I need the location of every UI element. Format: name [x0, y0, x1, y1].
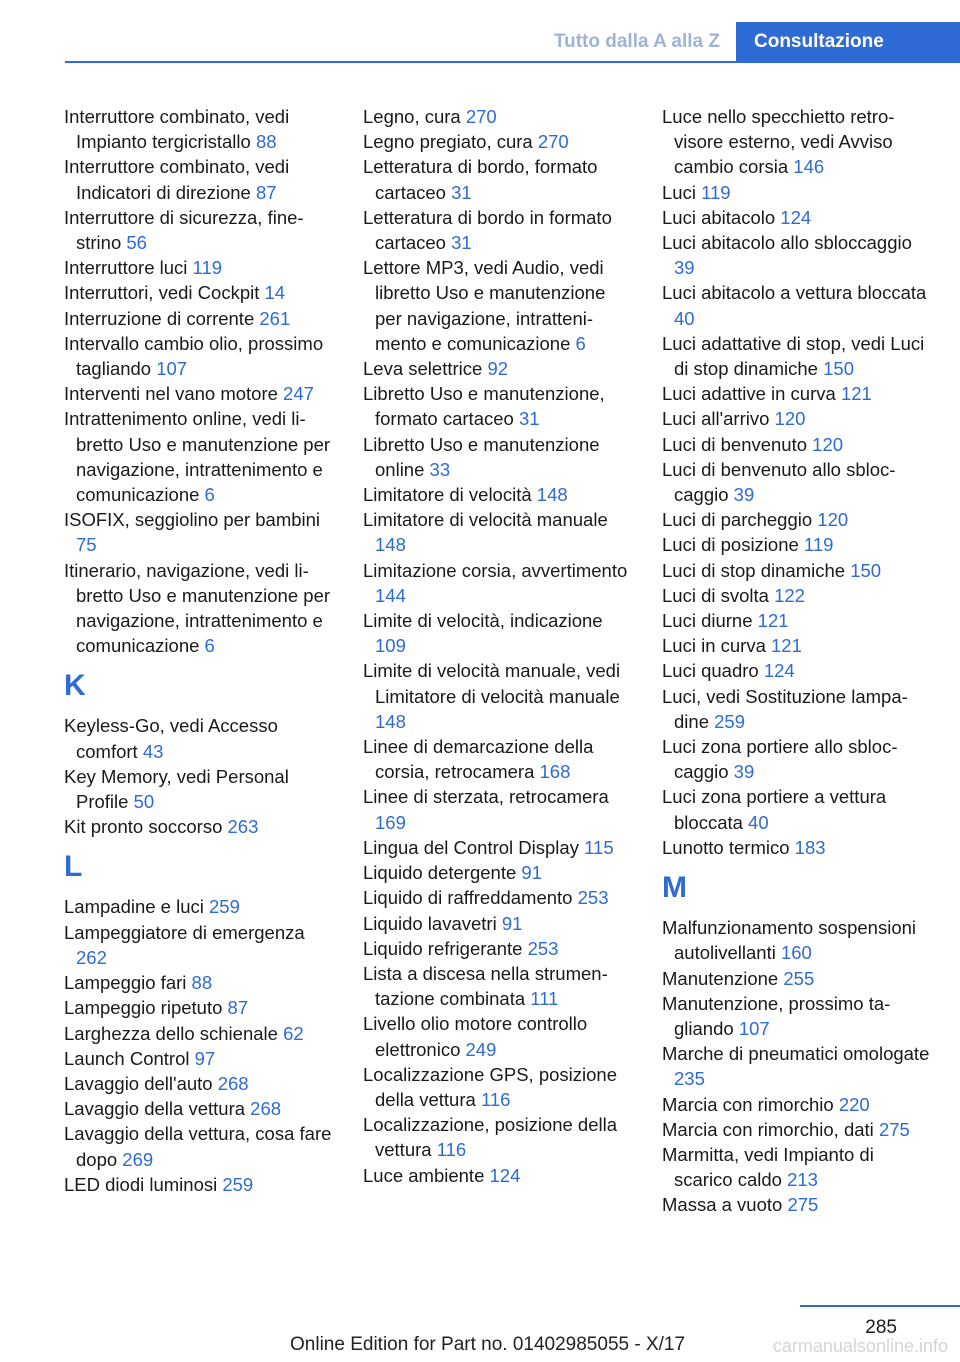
index-entry-text: Intrattenimento online, vedi libretto Uso e manutenzione per navigazione, intrattenimento e comunicazione: [64, 408, 331, 506]
index-letter-heading: M: [662, 871, 687, 905]
index-entry-text: Itinerario, navigazione, vedi libretto Uso e manutenzione per navigazione, intrattenimento e comunicazione: [64, 559, 331, 657]
index-entry: [662, 734, 932, 784]
page-link[interactable]: 249: [465, 1038, 497, 1060]
page-link[interactable]: 56: [126, 232, 147, 254]
index-entry-text: Luci di benvenuto: [662, 433, 808, 455]
page-link[interactable]: 148: [536, 484, 568, 506]
page-link[interactable]: 235: [674, 1068, 705, 1090]
page-link[interactable]: 39: [733, 484, 755, 506]
index-entry-text: Luci adattative di stop, vedi Luci di stop dinamiche: [662, 332, 925, 380]
page-link[interactable]: 160: [780, 942, 812, 964]
header-divider: [65, 61, 960, 63]
page-link[interactable]: 6: [575, 332, 586, 354]
index-entry-text: Luci di benvenuto allo sbloccaggio: [662, 458, 896, 506]
index-entry-text: Luci di svolta: [662, 584, 769, 606]
page-link[interactable]: 119: [192, 257, 223, 279]
page-link[interactable]: 183: [794, 836, 826, 858]
index-entry: [363, 911, 633, 936]
index-entry: [363, 205, 633, 255]
index-entry: [363, 255, 633, 356]
index-entry: [363, 835, 633, 860]
index-entry-text: Marche di pneumatici omologate: [662, 1043, 930, 1065]
page-link[interactable]: 148: [375, 710, 406, 732]
index-entry-text: Luci abitacolo a vettura bloccata: [662, 282, 927, 304]
index-column-1: [64, 104, 334, 1197]
page-link[interactable]: 275: [787, 1194, 819, 1216]
index-entry-text: Limitazione corsia, avvertimento: [363, 559, 628, 581]
index-entry-text: Lavaggio della vettura, cosa fare dopo: [64, 1123, 332, 1170]
page-link[interactable]: 261: [259, 307, 291, 329]
index-entry-text: Limitatore di velocità manuale: [363, 509, 608, 531]
page-link[interactable]: 31: [451, 181, 472, 203]
index-entry: [662, 1041, 932, 1091]
index-entry-text: Interruttori, vedi Cockpit: [64, 282, 260, 304]
index-entry: [662, 684, 932, 734]
index-entry-text: Luci zona portiere allo sbloccaggio: [662, 736, 898, 783]
index-entry: [363, 608, 633, 658]
index-entry-text: Luci di posizione: [662, 534, 799, 556]
index-entry-text: Marcia con rimorchio: [662, 1093, 834, 1115]
index-entry: [662, 331, 932, 381]
page-link[interactable]: 247: [283, 383, 314, 405]
index-column-3: [662, 104, 932, 1218]
index-entry-text: Luci abitacolo allo sbloccaggio: [662, 232, 912, 254]
index-entry-text: Localizzazione, posizione della vettura: [363, 1114, 618, 1161]
index-entry: [363, 936, 633, 961]
index-entry-text: Luci diurne: [662, 610, 753, 632]
page-link[interactable]: 121: [757, 610, 789, 632]
page-link[interactable]: 262: [76, 946, 107, 968]
index-entry: [662, 280, 932, 330]
page-link[interactable]: 109: [375, 635, 406, 657]
page-link[interactable]: 259: [714, 710, 745, 732]
index-entry: [662, 608, 932, 633]
index-entry-text: Limite di velocità, indicazione: [363, 610, 603, 632]
index-entry: [662, 180, 932, 205]
page-link[interactable]: 270: [537, 131, 569, 153]
index-entry-text: Libretto Uso e manutenzione, formato cartaceo: [363, 383, 605, 430]
page-link[interactable]: 259: [222, 1173, 254, 1195]
index-entry: [64, 1046, 334, 1071]
index-entry: [64, 713, 334, 763]
index-entry-text: Keyless-Go, vedi Accesso comfort: [64, 715, 278, 762]
page-header: [0, 0, 960, 62]
index-entry-text: Luce nello specchietto retrovisore esterno, vedi Avviso cambio corsia: [662, 106, 895, 178]
page-link[interactable]: 88: [255, 131, 277, 153]
index-entry-text: ISOFIX, seggiolino per bambini: [64, 509, 321, 531]
index-entry: [64, 1021, 334, 1046]
index-entry-text: Interruttore di sicurezza, finestrino: [64, 206, 304, 254]
index-entry: [363, 507, 633, 557]
index-entry: [64, 1071, 334, 1096]
index-entry-text: Liquido detergente: [363, 862, 517, 884]
index-entry-text: Luci in curva: [662, 635, 766, 657]
page-link[interactable]: 253: [527, 937, 559, 959]
index-entry-text: Luci abitacolo: [662, 206, 776, 228]
index-entry-text: Linee di sterzata, retrocamera: [363, 786, 609, 808]
chapter-tab: Consultazione: [736, 22, 960, 62]
page-link[interactable]: 268: [217, 1072, 249, 1094]
page-link[interactable]: 91: [501, 912, 523, 934]
index-entry-text: Liquido di raffreddamento: [363, 887, 573, 909]
page-link[interactable]: 263: [227, 816, 259, 838]
page-link[interactable]: 121: [840, 383, 872, 405]
page-link[interactable]: 124: [780, 206, 812, 228]
index-entry: [662, 1142, 932, 1192]
index-entry-text: Launch Control: [64, 1047, 190, 1069]
index-entry: [64, 507, 334, 557]
index-entry-text: Lista a discesa nella strumentazione combinata: [363, 962, 608, 1010]
index-entry: [64, 764, 334, 814]
index-entry: [64, 406, 334, 507]
page-link[interactable]: 6: [204, 635, 215, 657]
index-entry-text: Legno, cura: [363, 106, 461, 127]
index-entry: [363, 558, 633, 608]
index-entry: [363, 885, 633, 910]
page-link[interactable]: 50: [133, 791, 155, 813]
page-link[interactable]: 269: [122, 1148, 154, 1170]
index-entry: [662, 432, 932, 457]
index-entry-text: Massa a vuoto: [662, 1194, 783, 1216]
page-link[interactable]: 144: [375, 584, 406, 606]
index-entry: [662, 1192, 932, 1217]
index-entry: [64, 1172, 334, 1197]
index-entry: [662, 406, 932, 431]
index-entry: [662, 381, 932, 406]
index-entry: [363, 356, 633, 381]
page-link[interactable]: 107: [738, 1017, 770, 1039]
index-entry: [64, 814, 334, 839]
index-entry-text: Marcia con rimorchio, dati: [662, 1118, 874, 1140]
index-entry-text: Luci: [662, 181, 696, 203]
footer-divider: [800, 1305, 960, 1307]
index-entry: [64, 331, 334, 381]
index-entry-text: Kit pronto soccorso: [64, 816, 223, 838]
page-link[interactable]: 148: [375, 534, 406, 556]
index-entry-text: Limite di velocità manuale, vedi Limitatore di velocità manuale: [363, 660, 621, 707]
index-entry-text: Manutenzione: [662, 967, 779, 989]
index-entry-text: Lampadine e luci: [64, 896, 204, 918]
index-entry-text: Lavaggio dell'auto: [64, 1072, 213, 1094]
page-link[interactable]: 6: [204, 484, 215, 506]
page-link[interactable]: 253: [577, 887, 609, 909]
index-entry: [662, 230, 932, 280]
index-entry-text: Malfunzionamento sospensioni autolivellanti: [662, 917, 917, 964]
index-entry-text: Lavaggio della vettura: [64, 1098, 246, 1120]
index-entry-text: Luci adattive in curva: [662, 383, 836, 405]
page-link[interactable]: 120: [817, 509, 849, 531]
page-link[interactable]: 116: [480, 1088, 511, 1110]
index-entry-text: Localizzazione GPS, posizione della vettura: [363, 1063, 618, 1110]
page-link[interactable]: 121: [771, 635, 802, 657]
index-entry-text: LED diodi luminosi: [64, 1173, 218, 1195]
page-link[interactable]: 31: [451, 232, 472, 254]
page-link[interactable]: 87: [255, 181, 277, 203]
index-entry: [363, 482, 633, 507]
page-link[interactable]: 39: [733, 761, 755, 783]
page-link[interactable]: 150: [823, 358, 854, 380]
index-entry-text: Lampeggio ripetuto: [64, 997, 223, 1019]
page-link[interactable]: 275: [878, 1118, 910, 1140]
page-link[interactable]: 120: [812, 433, 844, 455]
index-entry-text: Letteratura di bordo in formato cartaceo: [363, 206, 612, 254]
index-entry: [363, 961, 633, 1011]
index-entry: [662, 1092, 932, 1117]
page-link[interactable]: 124: [489, 1164, 521, 1186]
page-link[interactable]: 92: [487, 358, 509, 380]
index-letter-heading: K: [64, 669, 86, 703]
index-entry-text: Lampeggiatore di emergenza: [64, 921, 305, 943]
page-link[interactable]: 220: [838, 1093, 870, 1115]
index-entry: [64, 381, 334, 406]
index-entry-text: Interventi nel vano motore: [64, 383, 278, 405]
page-link[interactable]: 259: [209, 896, 240, 918]
page-link[interactable]: 120: [774, 408, 806, 430]
index-entry-text: Linee di demarcazione della corsia, retrocamera: [363, 736, 594, 783]
index-entry: [662, 1117, 932, 1142]
index-entry-text: Luci di parcheggio: [662, 509, 813, 531]
page-link[interactable]: 88: [191, 972, 213, 994]
index-entry-text: Manutenzione, prossimo tagliando: [662, 992, 891, 1039]
page-link[interactable]: 150: [850, 559, 882, 581]
page-link[interactable]: 213: [787, 1169, 818, 1191]
index-entry: [64, 280, 334, 305]
index-entry-text: Key Memory, vedi Personal Profile: [64, 765, 289, 813]
index-entry: [662, 205, 932, 230]
index-entry: [662, 991, 932, 1041]
index-entry-text: Limitatore di velocità: [363, 484, 532, 506]
index-entry: [662, 507, 932, 532]
index-entry-text: Lunotto termico: [662, 836, 790, 858]
index-entry-text: Leva selettrice: [363, 358, 483, 380]
index-entry: [662, 835, 932, 860]
index-entry-text: Legno pregiato, cura: [363, 131, 533, 153]
index-entry-text: Lettore MP3, vedi Audio, vedi libretto Uso e manutenzione per navigazione, intrattenimento e comunicazione: [363, 257, 606, 354]
page-link[interactable]: 62: [283, 1022, 304, 1044]
index-entry-text: Letteratura di bordo, formato cartaceo: [363, 156, 598, 203]
index-entry: [662, 966, 932, 991]
index-entry: [662, 558, 932, 583]
index-entry: [662, 457, 932, 507]
page-link[interactable]: 91: [521, 862, 542, 884]
index-entry: [363, 784, 633, 834]
index-entry-text: Interruzione di corrente: [64, 307, 255, 329]
index-entry-text: Marmitta, vedi Impianto di scarico caldo: [662, 1143, 874, 1191]
index-entry: [662, 532, 932, 557]
index-entry-text: Interruttore combinato, vedi Indicatori di direzione: [64, 156, 290, 203]
index-entry: [363, 1062, 633, 1112]
index-entry: [64, 104, 334, 154]
index-entry: [363, 1163, 633, 1188]
index-entry: [64, 894, 334, 919]
page-link[interactable]: 124: [763, 660, 795, 682]
index-entry-text: Lingua del Control Display: [363, 836, 579, 858]
index-entry-text: Livello olio motore controllo elettronico: [363, 1013, 588, 1060]
index-entry-text: Luci quadro: [662, 660, 759, 682]
index-entry-text: Luci, vedi Sostituzione lampadine: [662, 685, 908, 732]
page-link[interactable]: 270: [465, 106, 497, 127]
index-column-2: [363, 104, 633, 1188]
index-entry: [64, 1096, 334, 1121]
page-link[interactable]: 146: [793, 156, 825, 178]
index-entry-text: Interruttore luci: [64, 257, 188, 279]
index-entry: [64, 970, 334, 995]
page-link[interactable]: 14: [264, 282, 286, 304]
page-link[interactable]: 75: [76, 534, 97, 556]
index-entry-text: Liquido refrigerante: [363, 937, 523, 959]
page-link[interactable]: 40: [748, 811, 769, 833]
page-link[interactable]: 268: [250, 1098, 282, 1120]
page-link[interactable]: 111: [530, 988, 559, 1010]
index-entry: [64, 1121, 334, 1171]
index-entry: [662, 658, 932, 683]
index-entry-text: Intervallo cambio olio, prossimo tagliando: [64, 332, 324, 380]
index-entry: [64, 995, 334, 1020]
index-entry: [662, 583, 932, 608]
index-entry: [363, 658, 633, 734]
page-link[interactable]: 43: [142, 740, 164, 762]
section-title: Tutto dalla A alla Z: [553, 31, 720, 52]
edition-note: Online Edition for Part no. 01402985055 - X/17: [290, 1334, 686, 1355]
index-entry: [662, 784, 932, 834]
index-entry-text: Lampeggio fari: [64, 972, 187, 994]
page-number: 285: [865, 1317, 897, 1338]
index-entry: [363, 432, 633, 482]
index-entry: [64, 255, 334, 280]
page-link[interactable]: 40: [674, 307, 695, 329]
page-link[interactable]: 115: [584, 836, 614, 858]
watermark: carmanualsonline.info: [772, 1336, 948, 1356]
index-entry-text: Libretto Uso e manutenzione online: [363, 433, 600, 480]
index-entry: [363, 154, 633, 204]
index-entry-text: Luci all'arrivo: [662, 408, 770, 430]
index-entry: [64, 154, 334, 204]
index-entry-text: Larghezza dello schienale: [64, 1022, 278, 1044]
page-link[interactable]: 39: [674, 257, 695, 279]
index-entry-text: Luci zona portiere a vettura bloccata: [662, 786, 887, 833]
index-entry: [363, 104, 633, 129]
index-entry: [662, 915, 932, 965]
page-link[interactable]: 119: [701, 181, 731, 203]
page-link[interactable]: 33: [429, 458, 451, 480]
page-link[interactable]: 97: [194, 1047, 216, 1069]
index-entry: [363, 381, 633, 431]
page-link[interactable]: 116: [436, 1139, 467, 1161]
page-link[interactable]: 169: [375, 811, 406, 833]
index-entry-text: Liquido lavavetri: [363, 912, 497, 934]
index-entry-text: Luce ambiente: [363, 1164, 485, 1186]
index-entry: [64, 920, 334, 970]
page-link[interactable]: 119: [803, 534, 834, 556]
page-link[interactable]: 31: [518, 408, 540, 430]
page-link[interactable]: 255: [783, 967, 815, 989]
index-letter-heading: L: [64, 850, 83, 884]
index-entry: [64, 306, 334, 331]
index-entry: [662, 633, 932, 658]
index-entry: [363, 1112, 633, 1162]
index-entry: [363, 734, 633, 784]
page-link[interactable]: 168: [539, 761, 571, 783]
index-entry: [363, 129, 633, 154]
page-link[interactable]: 87: [227, 997, 249, 1019]
index-entry: [64, 558, 334, 659]
index-entry: [662, 104, 932, 180]
index-entry-text: Interruttore combinato, vedi Impianto tergicristallo: [64, 106, 290, 153]
page-link[interactable]: 107: [156, 358, 188, 380]
index-entry: [363, 1011, 633, 1061]
index-entry: [363, 860, 633, 885]
index-entry-text: Luci di stop dinamiche: [662, 559, 846, 581]
page-link[interactable]: 122: [774, 584, 805, 606]
index-entry: [64, 205, 334, 255]
